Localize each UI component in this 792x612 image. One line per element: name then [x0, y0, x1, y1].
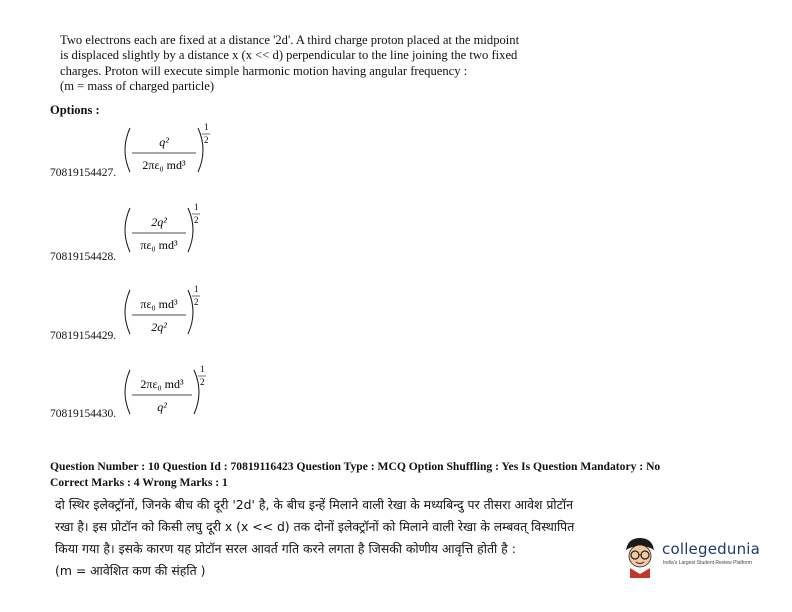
option-3-denominator: 2q² [151, 320, 167, 334]
option-2-numerator: 2q² [151, 215, 167, 229]
question-line: charges. Proton will execute simple harmonic motion having angular frequency : [60, 63, 468, 78]
option-3-exp-den: 2 [194, 297, 199, 307]
option-4-exp-den: 2 [200, 377, 205, 387]
question-line: is displaced slightly by a distance x (x << d) perpendicular to the line joining the two fixed [60, 48, 518, 63]
option-4-id: 70819154430. [50, 408, 117, 420]
option-1-exp-num: 1 [204, 122, 209, 132]
mascot-icon [620, 534, 660, 578]
options-label: Options : [50, 103, 100, 117]
logo-tagline: India's Largest Student Review Platform [663, 560, 752, 566]
option-1-denominator: 2πε₀ md³ [142, 158, 186, 172]
option-2-formula [118, 200, 228, 265]
question-line-hi: किया गया है। इसके कारण यह प्रोटॉन सरल आवर्त गति करने लगता है जिसकी कोणीय आवृत्ति होती है : [55, 541, 516, 556]
option-3-numerator: πε₀ md³ [140, 297, 178, 311]
option-4-exp-num: 1 [200, 364, 205, 374]
option-2-exp-den: 2 [194, 215, 199, 225]
option-2-exp-num: 1 [194, 202, 199, 212]
option-4-numerator: 2πε₀ md³ [140, 377, 184, 391]
option-3-id: 70819154429. [50, 330, 117, 342]
option-3-formula [118, 282, 228, 347]
question-line-hi: (m = आवेशित कण की संहति ) [55, 563, 206, 578]
question-meta: Question Number : 10 Question Id : 70819116423 Question Type : MCQ Option Shuffling : Yes Is Question Mandatory : No [50, 460, 661, 473]
option-2-denominator: πε₀ md³ [140, 238, 178, 252]
option-1-exp-den: 2 [204, 135, 209, 145]
question-line-hi: रखा है। इस प्रोटॉन को किसी लघु दूरी x (x << d) तक दोनों इलेक्ट्रॉनों को मिलाने वाली रेखा के लम्बवत् विस्थापित [55, 519, 575, 534]
question-text-en [60, 33, 600, 94]
option-1-numerator: q² [159, 135, 169, 149]
question-line: Two electrons each are fixed at a distance '2d'. A third charge proton placed at the midpoint [60, 33, 520, 47]
question-line-hi: दो स्थिर इलेक्ट्रॉनों, जिनके बीच की दूरी '2d' है, के बीच इन्हें मिलाने वाली रेखा के मध्यबिन्दु पर तीसरा आवेश प्रोटॉन [55, 497, 573, 512]
option-3-exp-num: 1 [194, 284, 199, 294]
question-marks: Correct Marks : 4 Wrong Marks : 1 [50, 476, 228, 489]
option-4-denominator: q² [157, 400, 167, 414]
option-2-id: 70819154428. [50, 251, 117, 263]
option-4-formula [118, 362, 228, 427]
logo-text: collegedunia [662, 540, 761, 558]
option-1-formula [118, 120, 228, 185]
collegedunia-logo [620, 530, 770, 580]
question-line: (m = mass of charged particle) [60, 78, 215, 93]
option-1-id: 70819154427. [50, 167, 117, 179]
